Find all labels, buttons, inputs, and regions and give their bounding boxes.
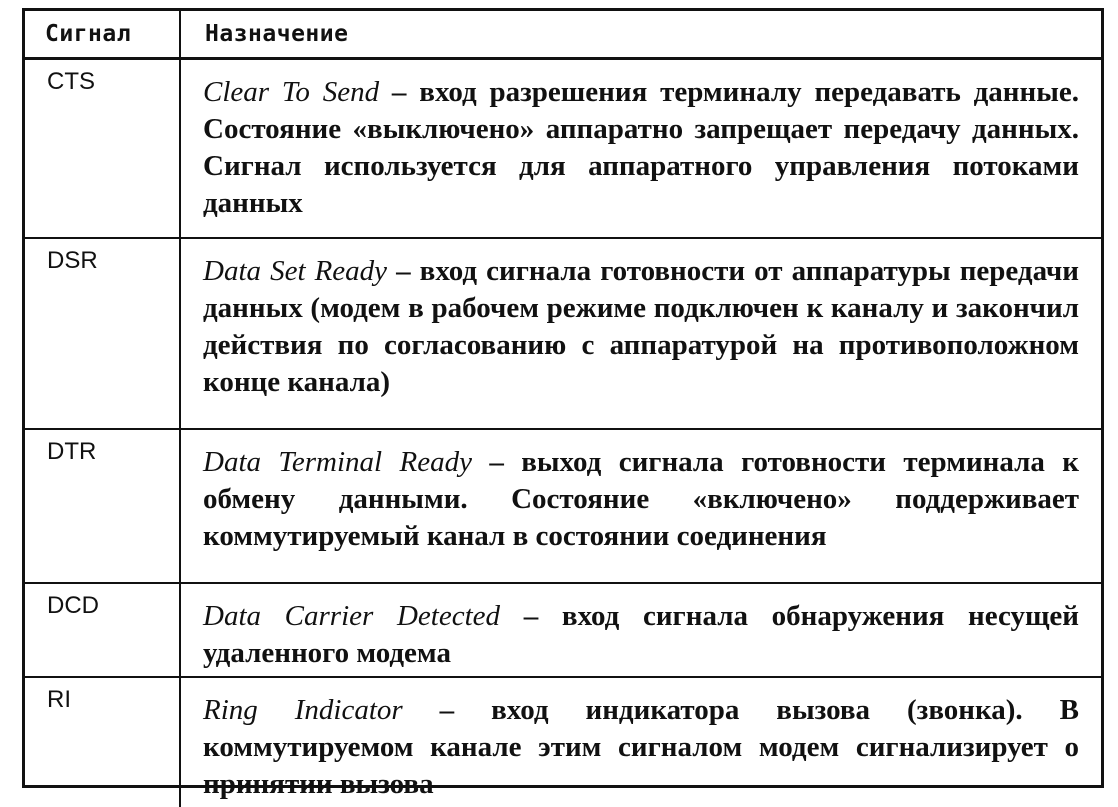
column-header-signal: Сигнал xyxy=(25,11,180,58)
signal-name: DSR xyxy=(25,238,180,429)
signal-table xyxy=(25,11,1101,807)
signal-description xyxy=(180,583,1101,677)
signal-term: Data Terminal Ready xyxy=(203,446,472,478)
table-row xyxy=(25,677,1101,807)
table-row xyxy=(25,58,1101,238)
signal-description xyxy=(180,238,1101,429)
table-row xyxy=(25,429,1101,583)
signal-description-text: – вход индикатора вызова (звонка). В коммутируемом канале этим сигналом модем сигнализирует о принятии вызова xyxy=(203,694,1079,800)
signal-description-text: – вход сигнала обнаружения несущей удаленного модема xyxy=(203,600,1080,669)
signal-term: Data Set Ready xyxy=(203,255,388,287)
table-row xyxy=(25,238,1101,429)
signal-description-text: – вход разрешения терминалу передавать данные. Состояние «выключено» аппаратно запрещает передачу данных. Сигнал используется для аппаратного управления потоками данных xyxy=(203,75,1079,219)
signal-term: Data Carrier Detected xyxy=(203,600,501,632)
table-header-row xyxy=(25,11,1101,58)
signal-name: DCD xyxy=(25,583,180,677)
signal-description xyxy=(180,429,1101,583)
signal-term: Clear To Send xyxy=(203,75,380,108)
signal-description-text: – вход сигнала готовности от аппаратуры передачи данных (модем в рабочем режиме подключен к каналу и закончил действия по согласованию с аппаратурой на противоположном конце канала) xyxy=(203,255,1079,398)
signal-table-frame xyxy=(22,8,1104,800)
signal-description xyxy=(180,677,1101,807)
column-header-purpose: Назначение xyxy=(180,11,1101,58)
signal-name: CTS xyxy=(25,58,180,238)
signal-name: RI xyxy=(25,677,180,807)
signal-term: Ring Indicator xyxy=(203,694,403,726)
signal-name: DTR xyxy=(25,429,180,583)
table-row xyxy=(25,583,1101,677)
signal-description-text: – выход сигнала готовности терминала к обмену данными. Состояние «включено» поддерживает коммутируемый канал в состоянии соединения xyxy=(203,446,1079,552)
signal-description xyxy=(180,58,1101,238)
